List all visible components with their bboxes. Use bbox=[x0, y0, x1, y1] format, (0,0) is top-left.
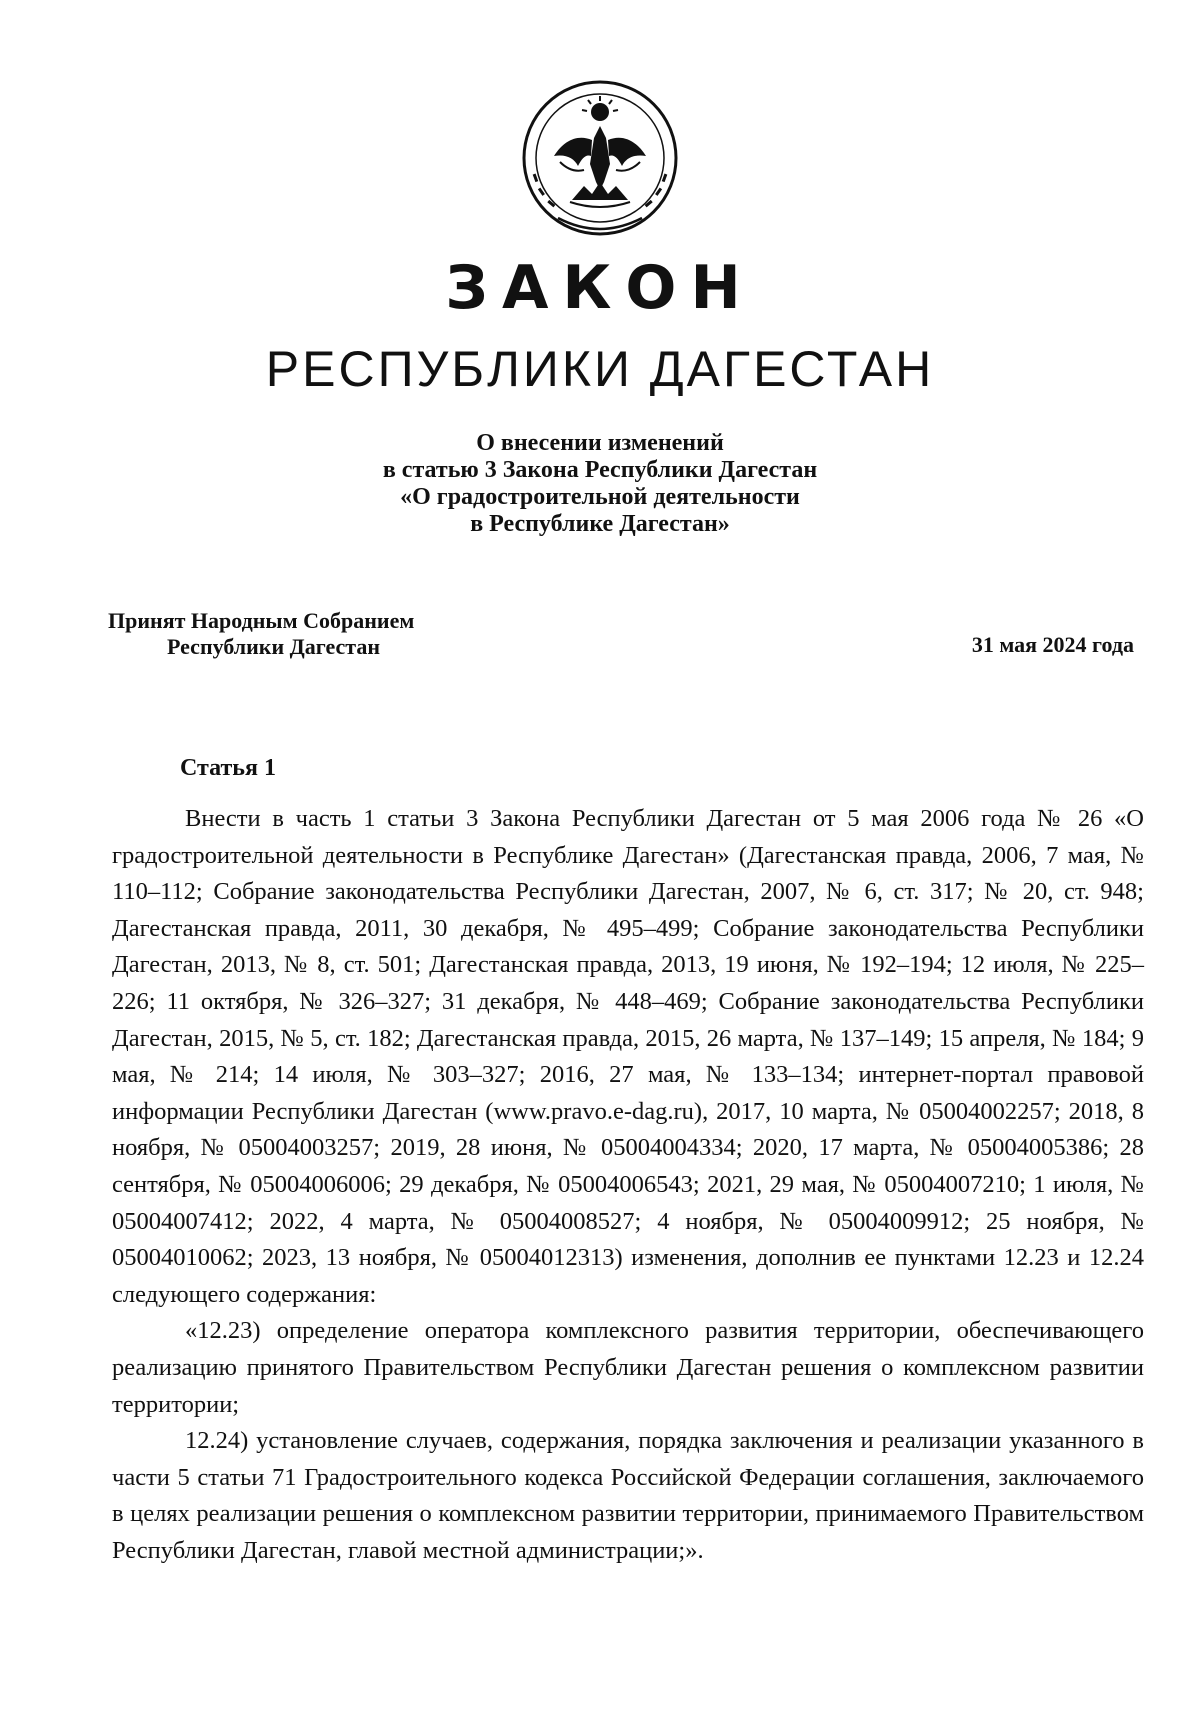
heading-line: в статью 3 Закона Республики Дагестан bbox=[382, 457, 818, 483]
dagestan-coat-of-arms-icon bbox=[520, 78, 680, 238]
document-title: ЗАКОН bbox=[445, 253, 755, 323]
article-paragraph: Внести в часть 1 статьи 3 Закона Республики Дагестан от 5 мая 2006 года № 26 «О градостроительной деятельности в Республике Дагестан» (Дагестанская правда, 2006, 7 мая, № 110–112; Собрание законодательства Республики Дагестан, 2007, № 6, ст. 317; № 20, ст. 948; Дагестанская правда, 2011, 30 декабря, № 495–499; Собрание законодательства Республики Дагестан, 2013, № 8, ст. 501; Дагестанская правда, 2013, 19 июня, № 192–194; 12 июля, № 225–226; 11 октября, № 326–327; 31 декабря, № 448–469; Собрание законодательства Республики Дагестан, 2015, № 5, ст. 182; Дагестанская правда, 2015, 26 марта, № 137–149; 15 апреля, № 184; 9 мая, № 214; 14 июля, № 303–327; 2016, 27 мая, № 133–134; интернет-портал правовой информации Республики Дагестан (www.pravo.e-dag.ru), 2017, 10 марта, № 05004002257; 2018, 8 ноября, № 05004003257; 2019, 28 июня, № 05004004334; 2020, 17 марта, № 05004005386; 28 сентября, № 05004006006; 29 декабря, № 05004006543; 2021, 29 мая, № 05004007210; 1 июля, № 05004007412; 2022, 4 марта, № 05004008527; 4 ноября, № 05004009912; 25 ноября, № 05004010062; 2023, 13 ноября, № 05004012313) изменения, дополнив ее пунктами 12.23 и 12.24 следующего содержания: bbox=[112, 805, 1144, 1308]
adoption-date: 31 мая 2024 года bbox=[971, 632, 1134, 657]
article-body bbox=[112, 801, 1144, 1569]
law-heading bbox=[0, 430, 1200, 538]
adoption-statement bbox=[108, 608, 414, 660]
heading-line: О внесении изменений bbox=[476, 430, 724, 456]
adoption-line: Принят Народным Собранием bbox=[108, 608, 415, 633]
adoption-line: Республики Дагестан bbox=[167, 634, 381, 659]
article-title: Статья 1 bbox=[180, 755, 276, 781]
article-paragraph: 12.24) установление случаев, содержания, порядка заключения и реализации указанного в части 5 статьи 71 Градостроительного кодекса Российской Федерации соглашения, заключаемого в целях реализации решения о комплексном развитии территории, принимаемого Правительством Республики Дагестан, главой местной администрации;». bbox=[112, 1427, 1144, 1564]
heading-line: «О градостроительной деятельности bbox=[400, 484, 800, 510]
heading-line: в Республике Дагестан» bbox=[470, 511, 730, 537]
document-subtitle: РЕСПУБЛИКИ ДАГЕСТАН bbox=[265, 341, 935, 397]
article-paragraph: «12.23) определение оператора комплексного развития территории, обеспечивающего реализацию принятого Правительством Республики Дагестан решения о комплексном развитии территории; bbox=[112, 1317, 1144, 1418]
